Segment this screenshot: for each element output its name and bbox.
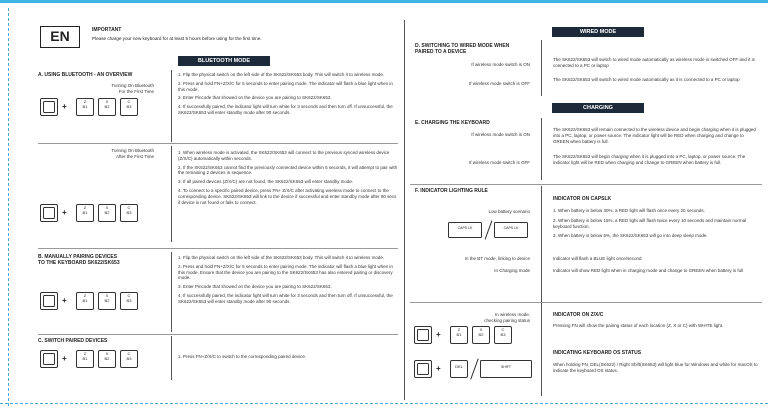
divider (410, 302, 762, 303)
c-key-icon: C B3 (120, 98, 138, 116)
capslock-key-icon: CAPS LK (494, 222, 528, 238)
bt-mode-label: In the BT mode, linking to device (464, 256, 530, 261)
divider (38, 334, 398, 335)
wireless-status-label: In wireless mode, checking pairing status (484, 312, 530, 323)
fn-key-icon (414, 360, 432, 378)
charging-indicator-text: Indicator will show RED light when in charging mode and change to GREEN when battery is full (553, 268, 744, 273)
charging-on-text: The SK622/SK653 will remain connected to the wireless device and begin charging when it is plugged into a PC, laptop, or power source. The indicator light will be RED when charging and change to GREEN when battery is full. (553, 127, 756, 144)
a1-step-1: 1. Flip the physical switch on the left side of the SK622/SK653 body. This will switch it to wireless mode. (178, 72, 385, 77)
c-key-icon: C B3 (494, 326, 512, 344)
c-key-icon: C B3 (120, 204, 138, 222)
divider (541, 118, 542, 180)
keycombo-a1: + Z B1 X B2 C B3 (38, 96, 158, 118)
important-text: Please charge your new keyboard for at least 5 hours before using for the first time. (92, 36, 262, 41)
c-key-icon: C B3 (120, 350, 138, 368)
b-step-1: 1. Flip the physical switch on the left side of the SK622/SK653 body. This will switch it to wireless mode. (178, 255, 385, 260)
bluetooth-mode-bar: BLUETOOTH MODE (178, 56, 270, 66)
a2-steps (178, 150, 398, 205)
wired-on-label: If wireless mode switch is ON (471, 62, 530, 67)
charging-on-label: If wireless mode switch is ON (471, 132, 530, 137)
slash-divider (470, 358, 478, 379)
wired-off-label: If wireless mode switch is OFF (468, 81, 530, 86)
wired-on-text: The SK622/SK653 will switch to wired mode automatically as wireless mode is switched OFF and it is connected to a PC or laptop (553, 57, 755, 68)
shift-key-icon: SHIFT (480, 360, 532, 378)
zxc-indicator-text: Pressing FN will show the pairing status of each location (Z, X or C) with WHITE light. (553, 323, 724, 328)
fn-key-icon (40, 350, 58, 368)
wired-mode-bar: WIRED MODE (552, 27, 644, 37)
a2-step-4: 4. To connect to a specific paired device, press FN+ Z/X/C after activating wireless mode to connect to the corresponding device. SK622/SK653 will link to the device if successful and enter standby mode after 90 secs if device is not found or fails to connect. (178, 187, 397, 205)
keycombo-os-status: + DEL SHIFT (414, 360, 536, 380)
divider (38, 248, 398, 249)
section-e-title: E. CHARGING THE KEYBOARD (415, 120, 490, 126)
column-divider (404, 20, 405, 400)
divider (541, 186, 542, 396)
divider (410, 184, 762, 185)
b-step-2: 2. Press and hold FN+Z/X/C for 5 seconds to enter pairing mode. The indicator will flash a blue light when in this mode. Ensure that the device you are pairing to the SK622/SK653 has also entered pairing or discovery mode. (178, 263, 393, 281)
section-f-title: F. INDICATOR LIGHTING RULE (415, 188, 488, 194)
z-key-icon: Z B1 (450, 326, 468, 344)
z-key-icon: Z B1 (76, 204, 94, 222)
b-step-4: 4. If successfully paired, the indicator light will turn white for 3 seconds and then turn off. If unsuccessful, the SK622/SK653 will enter standby mode after 90 seconds. (178, 292, 393, 304)
x-key-icon: X B2 (98, 292, 116, 310)
z-key-icon: Z B1 (76, 292, 94, 310)
caps-rule-1: 1. When battery is below 30%, a RED light will flash once every 20 seconds. (553, 208, 705, 213)
del-key-icon: DEL (450, 360, 468, 378)
bt-indicator-text: Indicator will flash a BLUE light once/second (553, 256, 642, 261)
keycombo-a2: + Z B1 X B2 C B3 (38, 202, 158, 224)
a1-label: Turning On Bluetooth For the First Time (111, 83, 154, 94)
caps-rule-3: 3. When battery is below 5%, the SK622/SK653 will go into deep sleep mode. (553, 233, 708, 239)
divider (38, 143, 398, 144)
zxc-indicator-title: INDICATOR ON Z/X/C (553, 312, 604, 318)
a1-step-2: 2. Press and hold FN+Z/X/C for 5 seconds to enter pairing mode. The indicator will flash a blue light when in this mode. (178, 80, 393, 92)
caps-rule-2: 2. When battery is below 15%, a RED light will flash twice every 10 seconds and maintain normal keyboard function. (553, 217, 747, 229)
section-d-title: D. SWITCHING TO WIRED MODE WHEN PAIRED TO A DEVICE (415, 43, 510, 55)
fn-key-icon (40, 292, 58, 310)
z-key-icon: Z B1 (76, 350, 94, 368)
keycombo-b: + Z B1 X B2 C B3 (38, 290, 158, 312)
os-indicator-title: INDICATING KEYBOARD OS STATUS (553, 350, 642, 356)
charging-bar: CHARGING (552, 103, 644, 113)
charging-off-label: If wireless mode switch is OFF (468, 160, 530, 165)
x-key-icon: X B2 (98, 98, 116, 116)
divider (171, 70, 172, 142)
os-indicator-text: When holding FN, DEL(SK622) / Right Shift(SK653) will light blue for Windows and white for macOS to indicate the keyboard OS status. (553, 362, 758, 373)
charging-off-text: The SK622/SK653 will begin charging when it is plugged into a PC, laptop, or power source. The indicator light will be RED when charging and change to GREEN when battery is full. (553, 154, 746, 165)
divider (541, 40, 542, 96)
caps-indicator-rules (553, 208, 761, 239)
fn-key-icon (40, 98, 58, 116)
c-step-1: 1. Press FN+Z/X/C to switch to the corresponding paired device. (178, 354, 307, 359)
a1-steps (178, 72, 398, 116)
fn-key-icon (40, 204, 58, 222)
cut-line-left (8, 8, 9, 406)
cut-line-bottom (0, 403, 768, 404)
section-c-title: C. SWITCH PAIRED DEVICES (38, 338, 108, 344)
keycombo-c: + Z B1 X B2 C B3 (38, 348, 158, 370)
z-key-icon: Z B1 (76, 98, 94, 116)
a2-step-2: 2. If the SK622/SK653 cannot find the previously connected device within 5 seconds, it will attempt to pair with the remaining 2 devices in sequence. (178, 164, 398, 176)
c-key-icon: C B3 (120, 292, 138, 310)
a1-step-3: 3. Enter Pincode that showed on the device you are pairing to SK622/SK653. (178, 95, 332, 101)
a1-step-4: 4. If successfully paired, the indicator light will turn white for 3 seconds and then turn off. If unsuccessful, the SK622/SK653 will enter standby mode after 90 seconds. (178, 104, 393, 115)
caps-indicator-title: INDICATOR ON CAPSLK (553, 196, 612, 202)
keycombo-zxc-status: + Z B1 X B2 C B3 (414, 326, 536, 346)
x-key-icon: X B2 (98, 350, 116, 368)
capslock-key-icon: CAPS LK (448, 222, 482, 238)
b-steps (178, 255, 398, 305)
b-step-3: 3. Enter Pincode that showed on the device you are pairing to SK622/SK653. (178, 284, 332, 290)
x-key-icon: X B2 (98, 204, 116, 222)
a2-step-1: 1. When wireless mode is activated, the SK622/SK653 will connect to the previous synced wireless device (Z/X/C) automatically within seconds. (178, 150, 390, 161)
section-b-title: B. MANUALLY PAIRING DEVICES TO THE KEYBOARD SK622/SK653 (38, 254, 120, 266)
important-title: IMPORTANT (92, 27, 122, 33)
a2-label: Turning On Bluetooth After the First Time (111, 148, 154, 159)
language-badge: EN (40, 26, 80, 48)
top-accent-line (0, 0, 768, 3)
section-a-title: A. USING BLUETOOTH - AN OVERVIEW (38, 72, 133, 78)
slash-divider (485, 220, 493, 239)
charging-mode-label: In Charging mode (494, 268, 530, 273)
divider (171, 336, 172, 380)
divider (171, 146, 172, 242)
fn-key-icon (414, 326, 432, 344)
wired-off-text: The SK622/SK653 will switch to wired mode automatically as it is connected to a PC or laptop (553, 77, 740, 82)
a2-step-3: 3. If all paired devices (Z/X/C) are not found, the SK622/SK653 will enter standby mode. (178, 179, 354, 185)
low-battery-label: Low battery scenario (488, 209, 530, 214)
divider (171, 252, 172, 332)
x-key-icon: X B2 (472, 326, 490, 344)
